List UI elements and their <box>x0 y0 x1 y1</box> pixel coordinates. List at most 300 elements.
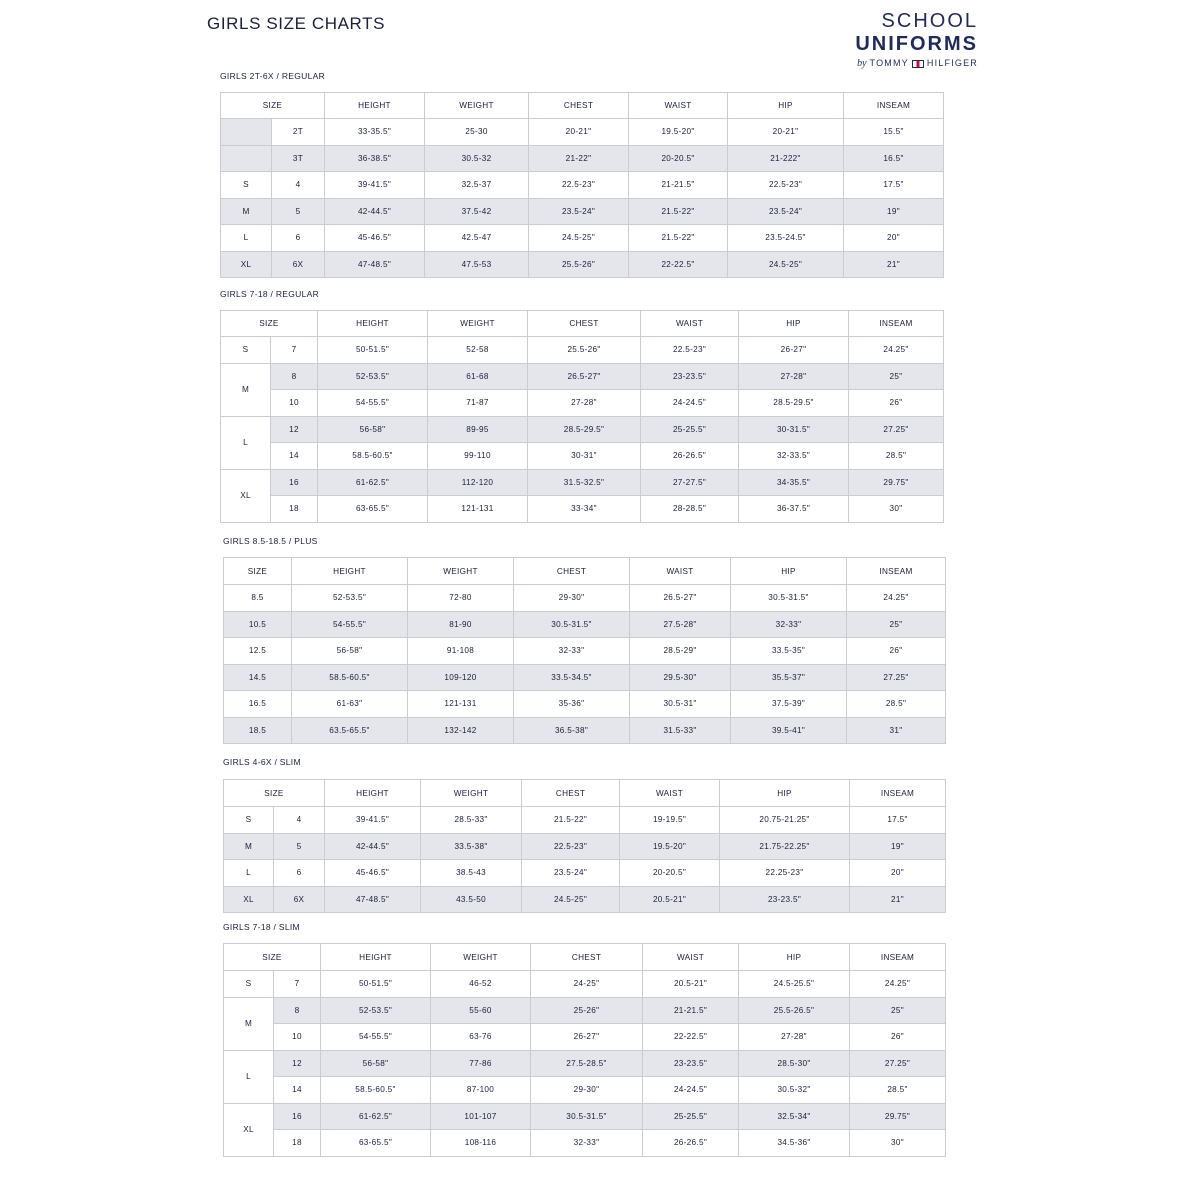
waist-cell: 28.5-29" <box>630 638 731 665</box>
header-size: SIZE <box>224 944 321 971</box>
header-chest: CHEST <box>529 93 629 119</box>
inseam-cell: 20" <box>844 225 944 252</box>
inseam-cell: 19" <box>844 198 944 225</box>
inseam-cell: 27.25" <box>847 664 946 691</box>
header-weight: WEIGHT <box>408 558 514 585</box>
table-row <box>221 172 944 199</box>
chest-cell: 27-28" <box>528 390 641 417</box>
height-cell: 58.5-60.5" <box>321 1077 431 1104</box>
header-height: HEIGHT <box>318 311 428 337</box>
size-group: L <box>224 860 274 887</box>
size-cell: 4 <box>272 172 325 199</box>
height-cell: 54-55.5" <box>292 611 408 638</box>
size-cell: 7 <box>274 971 321 998</box>
chest-cell: 24.5-25" <box>529 225 629 252</box>
hip-cell: 21-222" <box>728 145 844 172</box>
header-waist: WAIST <box>643 944 739 971</box>
waist-cell: 26-26.5" <box>641 443 739 470</box>
header-weight: WEIGHT <box>425 93 529 119</box>
inseam-cell: 17.5" <box>844 172 944 199</box>
size-group <box>221 145 272 172</box>
header-chest: CHEST <box>522 780 620 807</box>
chest-cell: 36.5-38" <box>514 717 630 744</box>
hip-cell: 36-37.5" <box>739 496 849 523</box>
height-cell: 39-41.5" <box>325 172 425 199</box>
weight-cell: 108-116 <box>431 1130 531 1157</box>
chest-cell: 29-30" <box>514 585 630 612</box>
weight-cell: 47.5-53 <box>425 251 529 278</box>
inseam-cell: 25" <box>847 611 946 638</box>
size-group: XL <box>224 886 274 913</box>
size-group: S <box>224 971 274 998</box>
waist-cell: 30.5-31" <box>630 691 731 718</box>
waist-cell: 25-25.5" <box>641 416 739 443</box>
size-cell: 14 <box>274 1077 321 1104</box>
height-cell: 61-62.5" <box>321 1103 431 1130</box>
waist-cell: 19.5-20" <box>629 119 728 146</box>
section-title-7-18-slim: GIRLS 7-18 / SLIM <box>223 922 300 932</box>
chest-cell: 30-31" <box>528 443 641 470</box>
waist-cell: 22-22.5" <box>629 251 728 278</box>
header-inseam: INSEAM <box>850 780 946 807</box>
height-cell: 39-41.5" <box>325 807 421 834</box>
weight-cell: 112-120 <box>428 469 528 496</box>
waist-cell: 22.5-23" <box>641 337 739 364</box>
weight-cell: 43.5-50 <box>421 886 522 913</box>
table-row <box>221 496 944 523</box>
waist-cell: 20-20.5" <box>629 145 728 172</box>
height-cell: 42-44.5" <box>325 833 421 860</box>
height-cell: 63-65.5" <box>318 496 428 523</box>
hip-cell: 35.5-37" <box>731 664 847 691</box>
size-group: L <box>221 225 272 252</box>
hip-cell: 26-27" <box>739 337 849 364</box>
size-group: M <box>221 198 272 225</box>
weight-cell: 77-86 <box>431 1050 531 1077</box>
height-cell: 45-46.5" <box>325 225 425 252</box>
size-cell: 3T <box>272 145 325 172</box>
table-row <box>221 198 944 225</box>
hip-cell: 33.5-35" <box>731 638 847 665</box>
table-row <box>224 664 946 691</box>
waist-cell: 19-19.5" <box>620 807 720 834</box>
waist-cell: 21.5-22" <box>629 198 728 225</box>
waist-cell: 20.5-21" <box>620 886 720 913</box>
hip-cell: 27-28" <box>739 363 849 390</box>
table-row <box>224 638 946 665</box>
chest-cell: 21-22" <box>529 145 629 172</box>
height-cell: 52-53.5" <box>292 585 408 612</box>
height-cell: 61-63" <box>292 691 408 718</box>
table-row <box>224 691 946 718</box>
height-cell: 36-38.5" <box>325 145 425 172</box>
chest-cell: 21.5-22" <box>522 807 620 834</box>
inseam-cell: 24.25" <box>850 971 946 998</box>
size-table-2t-6x-regular <box>220 92 944 278</box>
size-cell: 10.5 <box>224 611 292 638</box>
size-cell: 14.5 <box>224 664 292 691</box>
hip-cell: 30-31.5" <box>739 416 849 443</box>
waist-cell: 26-26.5" <box>643 1130 739 1157</box>
height-cell: 52-53.5" <box>318 363 428 390</box>
section-title-8-5-18-5-plus: GIRLS 8.5-18.5 / PLUS <box>223 536 318 546</box>
size-cell: 12 <box>271 416 318 443</box>
weight-cell: 71-87 <box>428 390 528 417</box>
logo-brand-tommy: TOMMY <box>869 58 909 68</box>
logo-by: by <box>857 58 867 69</box>
table-row <box>224 860 946 887</box>
logo-line-school: SCHOOL <box>881 10 978 32</box>
inseam-cell: 21" <box>844 251 944 278</box>
inseam-cell: 27.25" <box>850 1050 946 1077</box>
inseam-cell: 27.25" <box>849 416 944 443</box>
waist-cell: 28-28.5" <box>641 496 739 523</box>
weight-cell: 32.5-37 <box>425 172 529 199</box>
height-cell: 54-55.5" <box>318 390 428 417</box>
hip-cell: 32-33" <box>731 611 847 638</box>
waist-cell: 27.5-28" <box>630 611 731 638</box>
weight-cell: 38.5-43 <box>421 860 522 887</box>
chest-cell: 20-21" <box>529 119 629 146</box>
hip-cell: 22.25-23" <box>720 860 850 887</box>
header-height: HEIGHT <box>292 558 408 585</box>
waist-cell: 23-23.5" <box>641 363 739 390</box>
size-cell: 12 <box>274 1050 321 1077</box>
inseam-cell: 26" <box>847 638 946 665</box>
hip-cell: 27-28" <box>739 1024 850 1051</box>
header-chest: CHEST <box>514 558 630 585</box>
weight-cell: 132-142 <box>408 717 514 744</box>
height-cell: 58.5-60.5" <box>292 664 408 691</box>
height-cell: 56-58" <box>321 1050 431 1077</box>
inseam-cell: 26" <box>849 390 944 417</box>
waist-cell: 24-24.5" <box>643 1077 739 1104</box>
chest-cell: 26-27" <box>531 1024 643 1051</box>
hip-cell: 23-23.5" <box>720 886 850 913</box>
size-table-7-18-regular <box>220 310 944 523</box>
brand-logo <box>855 9 978 69</box>
header-chest: CHEST <box>528 311 641 337</box>
header-inseam: INSEAM <box>844 93 944 119</box>
height-cell: 50-51.5" <box>321 971 431 998</box>
table-row <box>221 416 944 443</box>
inseam-cell: 26" <box>850 1024 946 1051</box>
table-row <box>224 585 946 612</box>
section-title-7-18-regular: GIRLS 7-18 / REGULAR <box>220 289 320 299</box>
weight-cell: 121-131 <box>428 496 528 523</box>
waist-cell: 22-22.5" <box>643 1024 739 1051</box>
weight-cell: 37.5-42 <box>425 198 529 225</box>
size-group: M <box>224 833 274 860</box>
height-cell: 50-51.5" <box>318 337 428 364</box>
chest-cell: 30.5-31.5" <box>514 611 630 638</box>
height-cell: 42-44.5" <box>325 198 425 225</box>
size-cell: 5 <box>274 833 325 860</box>
logo-brand-hilfiger: HILFIGER <box>926 58 978 68</box>
section-title-4-6x-slim: GIRLS 4-6X / SLIM <box>223 757 301 767</box>
hip-cell: 39.5-41" <box>731 717 847 744</box>
header-waist: WAIST <box>620 780 720 807</box>
weight-cell: 99-110 <box>428 443 528 470</box>
chest-cell: 32-33" <box>514 638 630 665</box>
hip-cell: 34-35.5" <box>739 469 849 496</box>
waist-cell: 20.5-21" <box>643 971 739 998</box>
table-row <box>221 390 944 417</box>
inseam-cell: 24.25" <box>849 337 944 364</box>
weight-cell: 89-95 <box>428 416 528 443</box>
size-cell: 5 <box>272 198 325 225</box>
chest-cell: 32-33" <box>531 1130 643 1157</box>
table-row <box>224 611 946 638</box>
weight-cell: 52-58 <box>428 337 528 364</box>
inseam-cell: 29.75" <box>850 1103 946 1130</box>
table-row <box>224 1130 946 1157</box>
chest-cell: 26.5-27" <box>528 363 641 390</box>
table-row <box>221 443 944 470</box>
inseam-cell: 30" <box>850 1130 946 1157</box>
table-row <box>224 971 946 998</box>
waist-cell: 21-21.5" <box>629 172 728 199</box>
header-hip: HIP <box>731 558 847 585</box>
waist-cell: 19.5-20" <box>620 833 720 860</box>
hip-cell: 20.75-21.25" <box>720 807 850 834</box>
weight-cell: 87-100 <box>431 1077 531 1104</box>
hip-cell: 32.5-34" <box>739 1103 850 1130</box>
weight-cell: 91-108 <box>408 638 514 665</box>
waist-cell: 26.5-27" <box>630 585 731 612</box>
height-cell: 45-46.5" <box>325 860 421 887</box>
table-row <box>224 1103 946 1130</box>
header-size: SIZE <box>224 780 325 807</box>
height-cell: 61-62.5" <box>318 469 428 496</box>
size-group: S <box>221 172 272 199</box>
table-row <box>224 1050 946 1077</box>
hip-cell: 22.5-23" <box>728 172 844 199</box>
weight-cell: 33.5-38" <box>421 833 522 860</box>
size-group: L <box>221 416 271 469</box>
header-inseam: INSEAM <box>849 311 944 337</box>
size-group: S <box>221 337 271 364</box>
chest-cell: 25.5-26" <box>528 337 641 364</box>
inseam-cell: 15.5" <box>844 119 944 146</box>
inseam-cell: 28.5" <box>850 1077 946 1104</box>
table-row <box>221 337 944 364</box>
height-cell: 54-55.5" <box>321 1024 431 1051</box>
logo-line-uniforms: UNIFORMS <box>855 33 978 55</box>
weight-cell: 72-80 <box>408 585 514 612</box>
size-cell: 16 <box>271 469 318 496</box>
size-cell: 16 <box>274 1103 321 1130</box>
height-cell: 56-58" <box>318 416 428 443</box>
weight-cell: 25-30 <box>425 119 529 146</box>
chest-cell: 22.5-23" <box>522 833 620 860</box>
chest-cell: 35-36" <box>514 691 630 718</box>
chest-cell: 27.5-28.5" <box>531 1050 643 1077</box>
table-row <box>224 807 946 834</box>
hip-cell: 23.5-24" <box>728 198 844 225</box>
header-weight: WEIGHT <box>431 944 531 971</box>
size-group: S <box>224 807 274 834</box>
size-cell: 6X <box>274 886 325 913</box>
size-cell: 10 <box>271 390 318 417</box>
hip-cell: 34.5-36" <box>739 1130 850 1157</box>
size-group: XL <box>224 1103 274 1156</box>
waist-cell: 29.5-30" <box>630 664 731 691</box>
size-group: XL <box>221 251 272 278</box>
inseam-cell: 19" <box>850 833 946 860</box>
size-group: L <box>224 1050 274 1103</box>
height-cell: 56-58" <box>292 638 408 665</box>
header-height: HEIGHT <box>325 780 421 807</box>
size-table-8-5-18-5-plus <box>223 557 946 744</box>
hip-cell: 30.5-31.5" <box>731 585 847 612</box>
weight-cell: 81-90 <box>408 611 514 638</box>
inseam-cell: 31" <box>847 717 946 744</box>
hip-cell: 20-21" <box>728 119 844 146</box>
size-cell: 12.5 <box>224 638 292 665</box>
table-row <box>224 886 946 913</box>
inseam-cell: 25" <box>850 997 946 1024</box>
size-cell: 7 <box>271 337 318 364</box>
waist-cell: 27-27.5" <box>641 469 739 496</box>
size-cell: 8.5 <box>224 585 292 612</box>
waist-cell: 20-20.5" <box>620 860 720 887</box>
header-hip: HIP <box>739 311 849 337</box>
weight-cell: 63-76 <box>431 1024 531 1051</box>
height-cell: 63.5-65.5" <box>292 717 408 744</box>
table-row <box>224 1077 946 1104</box>
size-group: XL <box>221 469 271 522</box>
table-row <box>221 225 944 252</box>
size-group: M <box>221 363 271 416</box>
table-row <box>221 469 944 496</box>
header-size: SIZE <box>221 93 325 119</box>
height-cell: 58.5-60.5" <box>318 443 428 470</box>
height-cell: 47-48.5" <box>325 251 425 278</box>
inseam-cell: 16.5" <box>844 145 944 172</box>
weight-cell: 61-68 <box>428 363 528 390</box>
size-cell: 8 <box>271 363 318 390</box>
size-group: M <box>224 997 274 1050</box>
size-cell: 4 <box>274 807 325 834</box>
header-hip: HIP <box>720 780 850 807</box>
size-cell: 16.5 <box>224 691 292 718</box>
size-table-4-6x-slim <box>223 779 946 913</box>
size-cell: 10 <box>274 1024 321 1051</box>
header-chest: CHEST <box>531 944 643 971</box>
table-row <box>224 717 946 744</box>
header-waist: WAIST <box>630 558 731 585</box>
size-group <box>221 119 272 146</box>
weight-cell: 30.5-32 <box>425 145 529 172</box>
weight-cell: 42.5-47 <box>425 225 529 252</box>
waist-cell: 24-24.5" <box>641 390 739 417</box>
inseam-cell: 21" <box>850 886 946 913</box>
header-size: SIZE <box>224 558 292 585</box>
chest-cell: 25-26" <box>531 997 643 1024</box>
size-cell: 6X <box>272 251 325 278</box>
chest-cell: 33-34" <box>528 496 641 523</box>
size-cell: 14 <box>271 443 318 470</box>
chest-cell: 30.5-31.5" <box>531 1103 643 1130</box>
weight-cell: 28.5-33" <box>421 807 522 834</box>
size-cell: 18 <box>271 496 318 523</box>
height-cell: 52-53.5" <box>321 997 431 1024</box>
hip-cell: 21.75-22.25" <box>720 833 850 860</box>
hip-cell: 37.5-39" <box>731 691 847 718</box>
header-weight: WEIGHT <box>428 311 528 337</box>
header-height: HEIGHT <box>325 93 425 119</box>
flag-icon <box>912 60 924 68</box>
size-cell: 18 <box>274 1130 321 1157</box>
height-cell: 33-35.5" <box>325 119 425 146</box>
size-cell: 6 <box>272 225 325 252</box>
hip-cell: 24.5-25.5" <box>739 971 850 998</box>
table-row <box>224 997 946 1024</box>
weight-cell: 109-120 <box>408 664 514 691</box>
inseam-cell: 30" <box>849 496 944 523</box>
header-inseam: INSEAM <box>850 944 946 971</box>
chest-cell: 29-30" <box>531 1077 643 1104</box>
hip-cell: 24.5-25" <box>728 251 844 278</box>
waist-cell: 21.5-22" <box>629 225 728 252</box>
table-row <box>221 363 944 390</box>
chest-cell: 25.5-26" <box>529 251 629 278</box>
chest-cell: 23.5-24" <box>529 198 629 225</box>
chest-cell: 33.5-34.5" <box>514 664 630 691</box>
size-cell: 6 <box>274 860 325 887</box>
chest-cell: 31.5-32.5" <box>528 469 641 496</box>
weight-cell: 46-52 <box>431 971 531 998</box>
inseam-cell: 29.75" <box>849 469 944 496</box>
header-waist: WAIST <box>629 93 728 119</box>
hip-cell: 28.5-29.5" <box>739 390 849 417</box>
section-title-2t-6x-regular: GIRLS 2T-6X / REGULAR <box>220 71 326 81</box>
waist-cell: 31.5-33" <box>630 717 731 744</box>
waist-cell: 25-25.5" <box>643 1103 739 1130</box>
inseam-cell: 28.5" <box>849 443 944 470</box>
logo-line-brand <box>855 58 978 69</box>
waist-cell: 23-23.5" <box>643 1050 739 1077</box>
chest-cell: 24.5-25" <box>522 886 620 913</box>
hip-cell: 25.5-26.5" <box>739 997 850 1024</box>
weight-cell: 55-60 <box>431 997 531 1024</box>
inseam-cell: 20" <box>850 860 946 887</box>
inseam-cell: 17.5" <box>850 807 946 834</box>
table-row <box>224 1024 946 1051</box>
hip-cell: 30.5-32" <box>739 1077 850 1104</box>
table-row <box>221 119 944 146</box>
inseam-cell: 25" <box>849 363 944 390</box>
inseam-cell: 24.25" <box>847 585 946 612</box>
header-height: HEIGHT <box>321 944 431 971</box>
table-row <box>221 251 944 278</box>
table-row <box>221 145 944 172</box>
chest-cell: 28.5-29.5" <box>528 416 641 443</box>
page-title: GIRLS SIZE CHARTS <box>207 14 386 33</box>
header-waist: WAIST <box>641 311 739 337</box>
chest-cell: 23.5-24" <box>522 860 620 887</box>
weight-cell: 121-131 <box>408 691 514 718</box>
hip-cell: 32-33.5" <box>739 443 849 470</box>
header-hip: HIP <box>739 944 850 971</box>
size-table-7-18-slim <box>223 943 946 1157</box>
hip-cell: 28.5-30" <box>739 1050 850 1077</box>
height-cell: 47-48.5" <box>325 886 421 913</box>
size-cell: 8 <box>274 997 321 1024</box>
chest-cell: 24-25" <box>531 971 643 998</box>
table-row <box>224 833 946 860</box>
